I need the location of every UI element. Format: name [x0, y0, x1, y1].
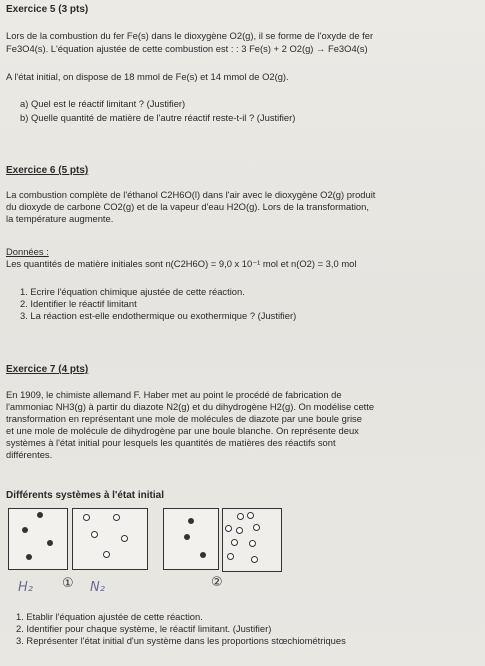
white-ball — [225, 525, 232, 532]
ex5-intro-line1: Lors de la combustion du fer Fe(s) dans le dioxygène O2(g), il se forme de l'oxyde de fer — [6, 30, 374, 41]
ex6-donnees-label: Données : — [6, 246, 49, 257]
ex7-question-3: 3. Représenter l'état initial d'un système dans les proportions stœchiométriques — [16, 635, 346, 646]
system-2-label: ② — [211, 575, 223, 590]
white-ball — [249, 540, 256, 547]
ex7-paragraph-line5: systèmes à l'état initial pour lesquels les quantités de matières des réactifs sont — [6, 437, 336, 448]
gray-ball — [47, 540, 53, 546]
handwritten-n2-label: N₂ — [90, 580, 105, 595]
system-1-white-panel — [72, 508, 148, 570]
ex6-question-1: 1. Ecrire l'équation chimique ajustée de cette réaction. — [20, 286, 245, 297]
figure-title: Différents systèmes à l'état initial — [6, 490, 164, 501]
ex5-initial-state: A l'état initial, on dispose de 18 mmol de Fe(s) et 14 mmol de O2(g). — [6, 71, 289, 82]
ex7-paragraph-line6: différentes. — [6, 449, 53, 460]
ex6-donnees-text: Les quantités de matière initiales sont n(C2H6O) = 9,0 x 10⁻¹ mol et n(O2) = 3,0 mol — [6, 258, 357, 269]
white-ball — [83, 514, 90, 521]
ex6-question-3: 3. La réaction est-elle endothermique ou exothermique ? (Justifier) — [20, 310, 297, 321]
ex7-question-1: 1. Etablir l'équation ajustée de cette réaction. — [16, 611, 203, 622]
white-ball — [231, 539, 238, 546]
ex7-paragraph-line1: En 1909, le chimiste allemand F. Haber met au point le procédé de fabrication de — [6, 389, 342, 400]
ex7-paragraph-line4: et une mole de molécule de dihydrogène par une boule blanche. On représente deux — [6, 425, 359, 436]
white-ball — [103, 551, 110, 558]
ex6-intro-line2: du dioxyde de carbone CO2(g) et de la vapeur d'eau H2O(g). Lors de la transformation, — [6, 201, 369, 212]
white-ball — [113, 514, 120, 521]
system-2-gray-panel — [163, 508, 219, 570]
gray-ball — [37, 512, 43, 518]
handwritten-h2-label: H₂ — [18, 580, 33, 595]
ex7-paragraph-line3: transformation en représentant une mole de molécules de diazote par une boule grise — [6, 413, 362, 424]
ex5-intro-line2: Fe3O4(s). L'équation ajustée de cette combustion est : : 3 Fe(s) + 2 O2(g) → Fe3O4(s) — [6, 43, 368, 54]
white-ball — [253, 524, 260, 531]
white-ball — [247, 512, 254, 519]
ex5-title: Exercice 5 (3 pts) — [6, 4, 89, 15]
gray-ball — [26, 554, 32, 560]
white-ball — [121, 535, 128, 542]
gray-ball — [188, 518, 194, 524]
gray-ball — [184, 534, 190, 540]
white-ball — [236, 527, 243, 534]
ex6-intro-line3: la température augmente. — [6, 213, 114, 224]
white-ball — [227, 553, 234, 560]
gray-ball — [200, 552, 206, 558]
ex6-title: Exercice 6 (5 pts) — [6, 165, 89, 176]
white-ball — [237, 513, 244, 520]
white-ball — [91, 531, 98, 538]
ex7-title: Exercice 7 (4 pts) — [6, 364, 89, 375]
ex7-paragraph-line2: l'ammoniac NH3(g) à partir du diazote N2(g) et du dihydrogène H2(g). On modélise cette — [6, 401, 375, 412]
ex5-question-a: a) Quel est le réactif limitant ? (Justifier) — [20, 98, 186, 109]
system-1-label: ① — [62, 576, 74, 591]
ex5-question-b: b) Quelle quantité de matière de l'autre réactif reste-t-il ? (Justifier) — [20, 112, 296, 123]
ex6-question-2: 2. Identifier le réactif limitant — [20, 298, 137, 309]
gray-ball — [22, 527, 28, 533]
system-1-gray-panel — [8, 508, 68, 570]
ex7-question-2: 2. Identifier pour chaque système, le réactif limitant. (Justifier) — [16, 623, 272, 634]
ex6-intro-line1: La combustion complète de l'éthanol C2H6O(l) dans l'air avec le dioxygène O2(g) produit — [6, 189, 376, 200]
system-2-white-panel — [222, 508, 282, 572]
white-ball — [251, 556, 258, 563]
